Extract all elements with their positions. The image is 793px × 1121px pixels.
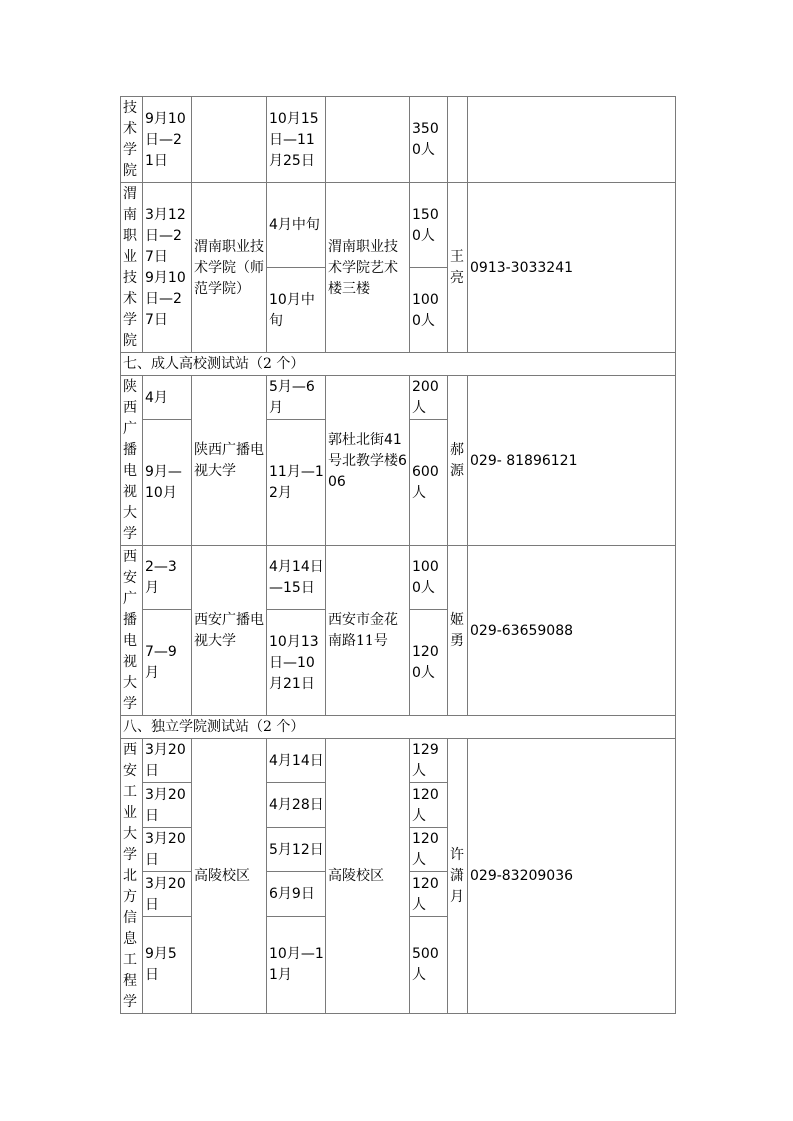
organizer-cell: 高陵校区: [192, 739, 267, 1014]
registration-date-cell: 3月20日: [143, 783, 192, 827]
institution-cell: 技术学院: [121, 97, 143, 183]
test-date-cell: 4月28日: [267, 783, 326, 827]
table-row: [121, 183, 676, 268]
test-date-cell: 5月—6月: [267, 376, 326, 420]
test-date-cell: 5月12日: [267, 827, 326, 871]
phone-cell: 029-83209036: [468, 739, 676, 1014]
registration-date-cell: 4月: [143, 376, 192, 420]
organizer-cell: 陕西广播电视大学: [192, 376, 267, 546]
registration-date-cell: 2—3月: [143, 546, 192, 610]
registration-date-text: 3月12日—27日: [145, 207, 186, 265]
test-date-cell: 4月中旬: [267, 183, 326, 268]
organizer-cell: 西安广播电视大学: [192, 546, 267, 716]
table-row: [121, 97, 676, 183]
test-date-cell: 4月14日—15日: [267, 546, 326, 610]
registration-date-cell: 9月10日—21日: [143, 97, 192, 183]
registration-date-cell: 9月—10月: [143, 420, 192, 546]
institution-cell: 渭南职业技术学院: [121, 183, 143, 353]
institution-cell: 陕西广播电视大学: [121, 376, 143, 546]
capacity-cell: 1200人: [410, 610, 448, 716]
phone-cell: 029- 81896121: [468, 376, 676, 546]
phone-cell: 0913-3033241: [468, 183, 676, 353]
test-date-cell: 6月9日: [267, 872, 326, 916]
contact-cell: [448, 97, 468, 183]
test-date-cell: 10月中旬: [267, 268, 326, 353]
test-date-cell: 10月—11月: [267, 916, 326, 1013]
capacity-cell: 120人: [410, 872, 448, 916]
registration-date-cell: 3月20日: [143, 827, 192, 871]
section-heading: 七、成人高校测试站（2 个）: [121, 353, 676, 376]
address-cell: [326, 97, 410, 183]
address-cell: 郭杜北街41号北教学楼606: [326, 376, 410, 546]
contact-cell: 姬勇: [448, 546, 468, 716]
registration-date-cell: 3月20日: [143, 739, 192, 783]
capacity-cell: 120人: [410, 827, 448, 871]
capacity-cell: 120人: [410, 783, 448, 827]
section-row: [121, 716, 676, 739]
test-date-cell: 11月—12月: [267, 420, 326, 546]
organizer-cell: 渭南职业技术学院（师范学院）: [192, 183, 267, 353]
table-row: [121, 739, 676, 783]
capacity-cell: 600人: [410, 420, 448, 546]
phone-cell: 029-63659088: [468, 546, 676, 716]
institution-cell: 西安广播电视大学: [121, 546, 143, 716]
institution-cell: 西安工业大学北方信息工程学: [121, 739, 143, 1014]
address-cell: 渭南职业技术学院艺术楼三楼: [326, 183, 410, 353]
section-heading: 八、独立学院测试站（2 个）: [121, 716, 676, 739]
document-page: [120, 96, 675, 1014]
address-cell: 高陵校区: [326, 739, 410, 1014]
address-cell: 西安市金花南路11号: [326, 546, 410, 716]
registration-date-cell: 3月20日: [143, 872, 192, 916]
phone-cell: [468, 97, 676, 183]
organizer-cell: [192, 97, 267, 183]
contact-cell: 郝源: [448, 376, 468, 546]
registration-date-text: 9月10日—27日: [145, 270, 186, 328]
capacity-cell: 1500人: [410, 183, 448, 268]
test-date-cell: 4月14日: [267, 739, 326, 783]
test-date-cell: 10月13日—10月21日: [267, 610, 326, 716]
table-row: [121, 546, 676, 610]
capacity-cell: 500人: [410, 916, 448, 1013]
contact-cell: 许潇月: [448, 739, 468, 1014]
capacity-cell: 1000人: [410, 546, 448, 610]
test-station-table: [120, 96, 676, 1014]
capacity-cell: 200人: [410, 376, 448, 420]
registration-date-cell: 9月5日: [143, 916, 192, 1013]
contact-cell: 王亮: [448, 183, 468, 353]
section-row: [121, 353, 676, 376]
capacity-cell: 1000人: [410, 268, 448, 353]
capacity-cell: 129人: [410, 739, 448, 783]
test-date-cell: 10月15日—11月25日: [267, 97, 326, 183]
table-row: [121, 376, 676, 420]
registration-date-cell: 7—9月: [143, 610, 192, 716]
registration-date-cell: [143, 183, 192, 353]
capacity-cell: 3500人: [410, 97, 448, 183]
